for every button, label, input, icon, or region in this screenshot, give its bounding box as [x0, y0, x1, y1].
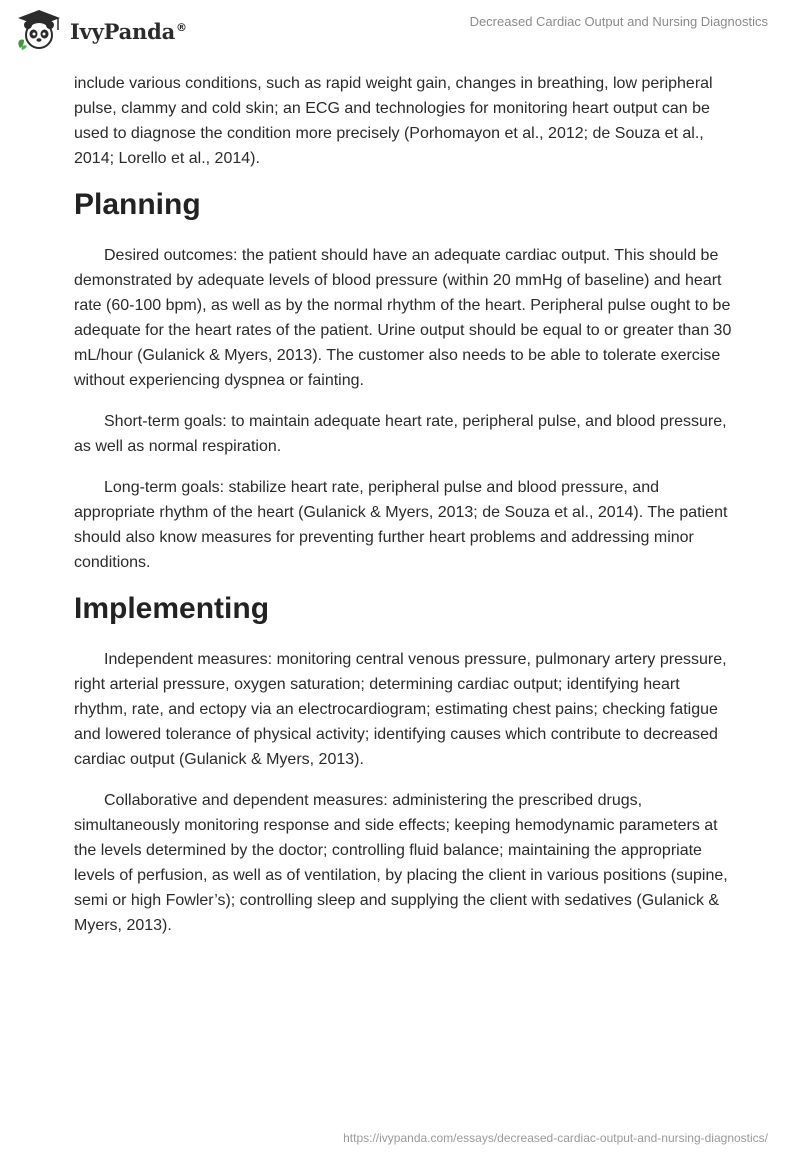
intro-paragraph: include various conditions, such as rapid weight gain, changes in breathing, low peripheral pulse, clammy and cold skin; an ECG and technologies for monitoring heart output can be used to diagnose the condition more precisely (Porhomayon et al., 2012; de Souza et al., 2014; Lorello et al., 2014). [74, 75, 713, 167]
collaborative-measures-paragraph: Collaborative and dependent measures: administering the prescribed drugs, simultaneously monitoring response and side effects; keeping hemodynamic parameters at the levels determined by the doctor; controlling fluid balance; maintaining the appropriate levels of perfusion, as well as of ventilation, by placing the client in various positions (supine, semi or high Fowler’s); controlling sleep and supplying the client with sedatives (Gulanick & Myers, 2013). [74, 792, 728, 934]
short-term-goals-paragraph: Short-term goals: to maintain adequate heart rate, peripheral pulse, and blood pressure, as well as normal respiration. [74, 413, 727, 455]
panda-graduate-logo-icon [14, 8, 64, 52]
desired-outcomes-paragraph: Desired outcomes: the patient should have an adequate cardiac output. This should be demonstrated by adequate levels of blood pressure (within 20 mmHg of baseline) and heart rate (60-100 bpm), as well as by the normal rhythm of the heart. Peripheral pulse ought to be adequate for the heart rates of the patient. Urine output should be equal to or greater than 30 mL/hour (Gulanick & Myers, 2013). The customer also needs to be able to tolerate exercise without experiencing dyspnea or fainting. [74, 247, 732, 389]
document-title: Decreased Cardiac Output and Nursing Diagnostics [469, 14, 768, 29]
source-url-link[interactable]: https://ivypanda.com/essays/decreased-cardiac-output-and-nursing-diagnostics/ [343, 1131, 768, 1145]
planning-heading: Planning [74, 188, 201, 221]
essay-body [74, 71, 734, 954]
registered-mark: ® [176, 20, 187, 34]
logo-name: IvyPanda [70, 18, 176, 44]
long-term-goals-paragraph: Long-term goals: stabilize heart rate, peripheral pulse and blood pressure, and appropriate rhythm of the heart (Gulanick & Myers, 2013; de Souza et al., 2014). The patient should also know measures for preventing further heart problems and addressing minor conditions. [74, 479, 728, 571]
implementing-heading: Implementing [74, 592, 270, 625]
ivypanda-logo[interactable] [14, 8, 187, 52]
page-header [0, 0, 800, 64]
independent-measures-paragraph: Independent measures: monitoring central venous pressure, pulmonary artery pressure, right arterial pressure, oxygen saturation; determining cardiac output; identifying heart rhythm, rate, and ectopy via an electrocardiogram; estimating chest pains; checking fatigue and lowered tolerance of physical activity; identifying causes which contribute to decreased cardiac output (Gulanick & Myers, 2013). [74, 651, 727, 768]
logo-wordmark [70, 19, 187, 44]
